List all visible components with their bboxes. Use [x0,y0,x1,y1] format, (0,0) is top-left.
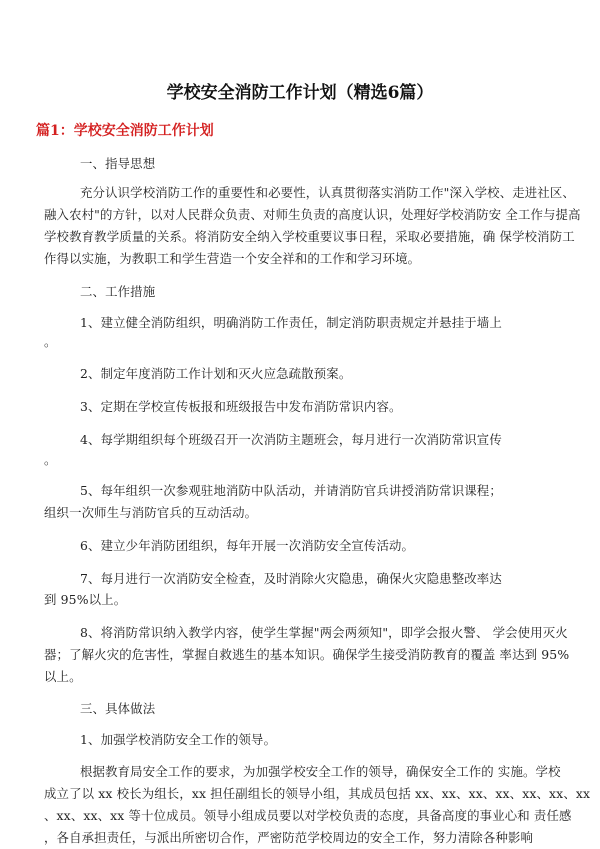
list-item-continuation: 以上。 [44,669,82,684]
list-item: 4、每学期组织每个班级召开一次消防主题班会，每月进行一次消防常识宣传 [80,432,502,447]
paragraph-line: 作得以实施，为教职工和学生营造一个安全祥和的工作和学习环境。 [44,251,421,266]
paragraph-line: 充分认识学校消防工作的重要性和必要性，认真贯彻落实消防工作"深入学校、走进社区、 [80,185,575,200]
list-item-continuation: 器；了解火灾的危害性，掌握自救逃生的基本知识。确保学生接受消防教育的覆盖 率达到 95% [44,647,570,662]
paragraph-line: 学校教育教学质量的关系。将消防安全纳入学校重要议事日程，采取必要措施，确 保学校消防工 [44,229,575,244]
subsection-heading: 1、加强学校消防安全工作的领导。 [80,732,277,747]
list-item-continuation: 。 [44,452,57,467]
list-item: 6、建立少年消防团组织，每年开展一次消防安全宣传活动。 [80,538,415,553]
list-item: 2、制定年度消防工作计划和灭火应急疏散预案。 [80,366,352,381]
section-heading-guiding: 一、指导思想 [80,156,156,171]
list-item-continuation: 。 [44,334,57,349]
paragraph-line: 根据教育局安全工作的要求，为加强学校安全工作的领导，确保安全工作的 实施。学校 [80,764,561,779]
list-item-continuation: 组织一次师生与消防官兵的互动活动。 [44,505,258,520]
list-item: 8、将消防常识纳入教学内容，使学生掌握"两会两须知"，即学会报火警、 学会使用灭火 [80,625,568,640]
section-heading-practice: 三、具体做法 [80,701,156,716]
list-item-continuation: 到 95%以上。 [44,592,127,607]
paragraph-line: 融入农村"的方针，以对人民群众负责、对师生负责的高度认识，处理好学校消防安 全工作与提高 [44,207,581,222]
paragraph-line: ，各自承担责任，与派出所密切合作，严密防范学校周边的安全工作，努力清除各种影响 [44,830,534,845]
list-item: 7、每月进行一次消防安全检查，及时消除火灾隐患，确保火灾隐患整改率达 [80,571,502,586]
section-heading-measures: 二、工作措施 [80,284,156,299]
list-item: 1、建立健全消防组织，明确消防工作责任，制定消防职责规定并悬挂于墙上 [80,315,502,330]
document-title: 学校安全消防工作计划（精选6篇） [166,83,434,103]
list-item: 3、定期在学校宣传板报和班级报告中发布消防常识内容。 [80,399,402,414]
paragraph-line: 成立了以 xx 校长为组长，xx 担任副组长的领导小组，其成员包括 xx、xx、xx、xx、xx、xx、xx [44,786,591,801]
article-subtitle: 篇1：学校安全消防工作计划 [36,123,214,139]
paragraph-line: 、xx、xx、xx 等十位成员。领导小组成员要以对学校负责的态度，具备高度的事业心和 责任感 [44,808,572,823]
list-item: 5、每年组织一次参观驻地消防中队活动，并请消防官兵讲授消防常识课程； [80,483,502,498]
